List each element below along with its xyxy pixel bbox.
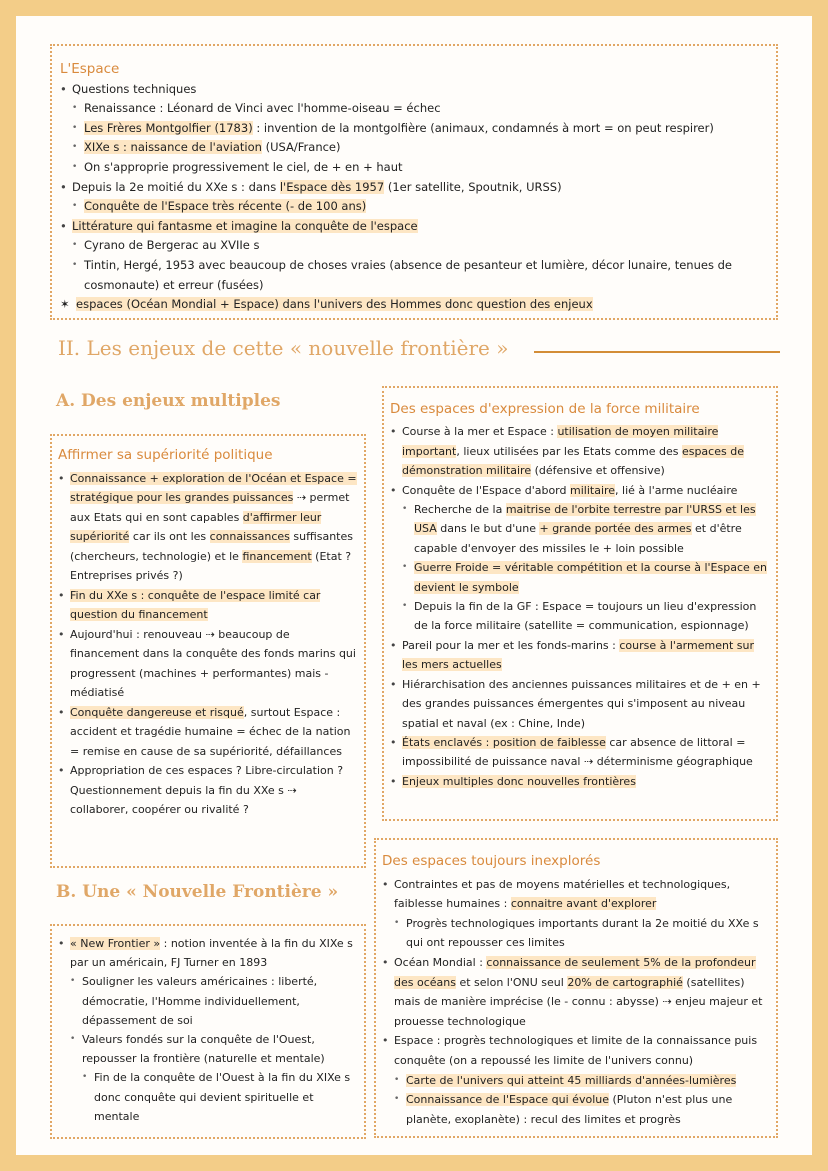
list-item: • Appropriation de ces espaces ? Libre-circulation ? Questionnement depuis la fin du XXe s ⇢ collaborer, coopérer ou rivalité ? <box>58 761 358 820</box>
militaire-box <box>382 386 778 821</box>
list-item: • Questions techniques <box>60 80 768 100</box>
list-item: • Progrès technologiques importants durant la 2e moitié du XXe s qui ont repousser ces limites <box>382 914 770 953</box>
list-item: • Recherche de la maitrise de l'orbite terrestre par l'URSS et les USA dans le but d'une + grande portée des armes et d'être capable d'envoyer des missiles le + loin possible <box>390 500 770 558</box>
list-item: • États enclavés : position de faiblesse car absence de littoral = impossibilité de puissance naval ⇢ déterminisme géographique <box>390 733 770 772</box>
list-item: • Conquête de l'Espace très récente (- de 100 ans) <box>60 197 768 217</box>
list-item: • Carte de l'univers qui atteint 45 milliards d'années-lumières <box>382 1071 770 1091</box>
list-item: • Fin de la conquête de l'Ouest à la fin du XIXe s donc conquête qui devient spirituelle et mentale <box>58 1068 358 1126</box>
espace-list <box>60 80 768 315</box>
heading-divider <box>534 351 780 353</box>
list-item: • Littérature qui fantasme et imagine la conquête de l'espace <box>60 217 768 237</box>
list-item: • Pareil pour la mer et les fonds-marins : course à l'armement sur les mers actuelles <box>390 636 770 675</box>
affirmer-box <box>50 434 366 868</box>
list-item: • Connaissance de l'Espace qui évolue (Pluton n'est plus une planète, exoplanète) : recul des limites et progrès <box>382 1090 770 1129</box>
list-item: ✶ espaces (Océan Mondial + Espace) dans l'univers des Hommes donc question des enjeux <box>60 295 768 315</box>
list-item: • Guerre Froide = véritable compétition et la course à l'Espace en devient le symbole <box>390 558 770 597</box>
section-ii-heading: II. Les enjeux de cette « nouvelle frontière » <box>58 336 509 360</box>
list-item: • Souligner les valeurs américaines : liberté, démocratie, l'Homme individuellement, dépassement de soi <box>58 972 358 1030</box>
inexplores-box <box>374 838 778 1138</box>
list-item: • Connaissance + exploration de l'Océan et Espace = stratégique pour les grandes puissances ⇢ permet aux Etats qui en sont capables d'affirmer leur supériorité car ils ont les connaissances suffisantes (chercheurs, technologie) et le financement (Etat ? Entreprises privés ?) <box>58 469 358 586</box>
list-item: • Cyrano de Bergerac au XVIIe s <box>60 236 768 256</box>
list-item: • Depuis la 2e moitié du XXe s : dans l'Espace dès 1957 (1er satellite, Spoutnik, URSS) <box>60 178 768 198</box>
list-item: • XIXe s : naissance de l'aviation (USA/France) <box>60 138 768 158</box>
list-item: • Conquête de l'Espace d'abord militaire, lié à l'arme nucléaire <box>390 481 770 500</box>
espace-title: L'Espace <box>60 61 120 77</box>
list-item: • Océan Mondial : connaissance de seulement 5% de la profondeur des océans et selon l'ONU seul 20% de cartographié (satellites) mais de manière imprécise (le - connu : abysse) ⇢ enjeu majeur et prouesse technologique <box>382 953 770 1031</box>
list-item: • On s'approprie progressivement le ciel, de + en + haut <box>60 158 768 178</box>
espace-box <box>50 44 778 320</box>
list-item: • Enjeux multiples donc nouvelles frontières <box>390 772 770 791</box>
list-item: • Les Frères Montgolfier (1783) : invention de la montgolfière (animaux, condamnés à mort = on peut respirer) <box>60 119 768 139</box>
list-item: • Hiérarchisation des anciennes puissances militaires et de + en + des grandes puissances émergentes qui s'imposent au niveau spatial et naval (ex : Chine, Inde) <box>390 675 770 733</box>
section-b-heading: B. Une « Nouvelle Frontière » <box>56 882 339 902</box>
inexplores-title: Des espaces toujours inexplorés <box>382 853 601 869</box>
list-item: • Depuis la fin de la GF : Espace = toujours un lieu d'expression de la force militaire (satellite = communication, espionnage) <box>390 597 770 636</box>
list-item: • Tintin, Hergé, 1953 avec beaucoup de choses vraies (absence de pesanteur et lumière, décor lunaire, tenues de cosmonaute) et erreur (fusées) <box>60 256 768 295</box>
list-item: • Conquête dangereuse et risqué, surtout Espace : accident et tragédie humaine = échec de la nation = remise en cause de sa supériorité, défaillances <box>58 703 358 762</box>
list-item: • Espace : progrès technologiques et limite de la connaissance puis conquête (on a repoussé les limite de l'univers connu) <box>382 1031 770 1070</box>
affirmer-title: Affirmer sa supériorité politique <box>58 447 273 463</box>
notes-page <box>16 16 812 1155</box>
frontier-box <box>50 924 366 1139</box>
star-icon: ✶ <box>60 297 70 312</box>
list-item: • Course à la mer et Espace : utilisation de moyen militaire important, lieux utilisées par les Etats comme des espaces de démonstration militaire (défensive et offensive) <box>390 422 770 480</box>
list-item: • Fin du XXe s : conquête de l'espace limité car question du financement <box>58 586 358 625</box>
list-item: • Aujourd'hui : renouveau ⇢ beaucoup de financement dans la conquête des fonds marins qui progressent (machines + performantes) mais - médiatisé <box>58 625 358 703</box>
list-item: • « New Frontier » : notion inventée à la fin du XIXe s par un américain, FJ Turner en 1893 <box>58 934 358 972</box>
list-item: • Contraintes et pas de moyens matérielles et technologiques, faiblesse humaines : connaitre avant d'explorer <box>382 875 770 914</box>
list-item: • Valeurs fondés sur la conquête de l'Ouest, repousser la frontière (naturelle et mentale) <box>58 1030 358 1068</box>
section-a-heading: A. Des enjeux multiples <box>56 391 281 411</box>
list-item: • Renaissance : Léonard de Vinci avec l'homme-oiseau = échec <box>60 99 768 119</box>
militaire-title: Des espaces d'expression de la force militaire <box>390 401 700 417</box>
